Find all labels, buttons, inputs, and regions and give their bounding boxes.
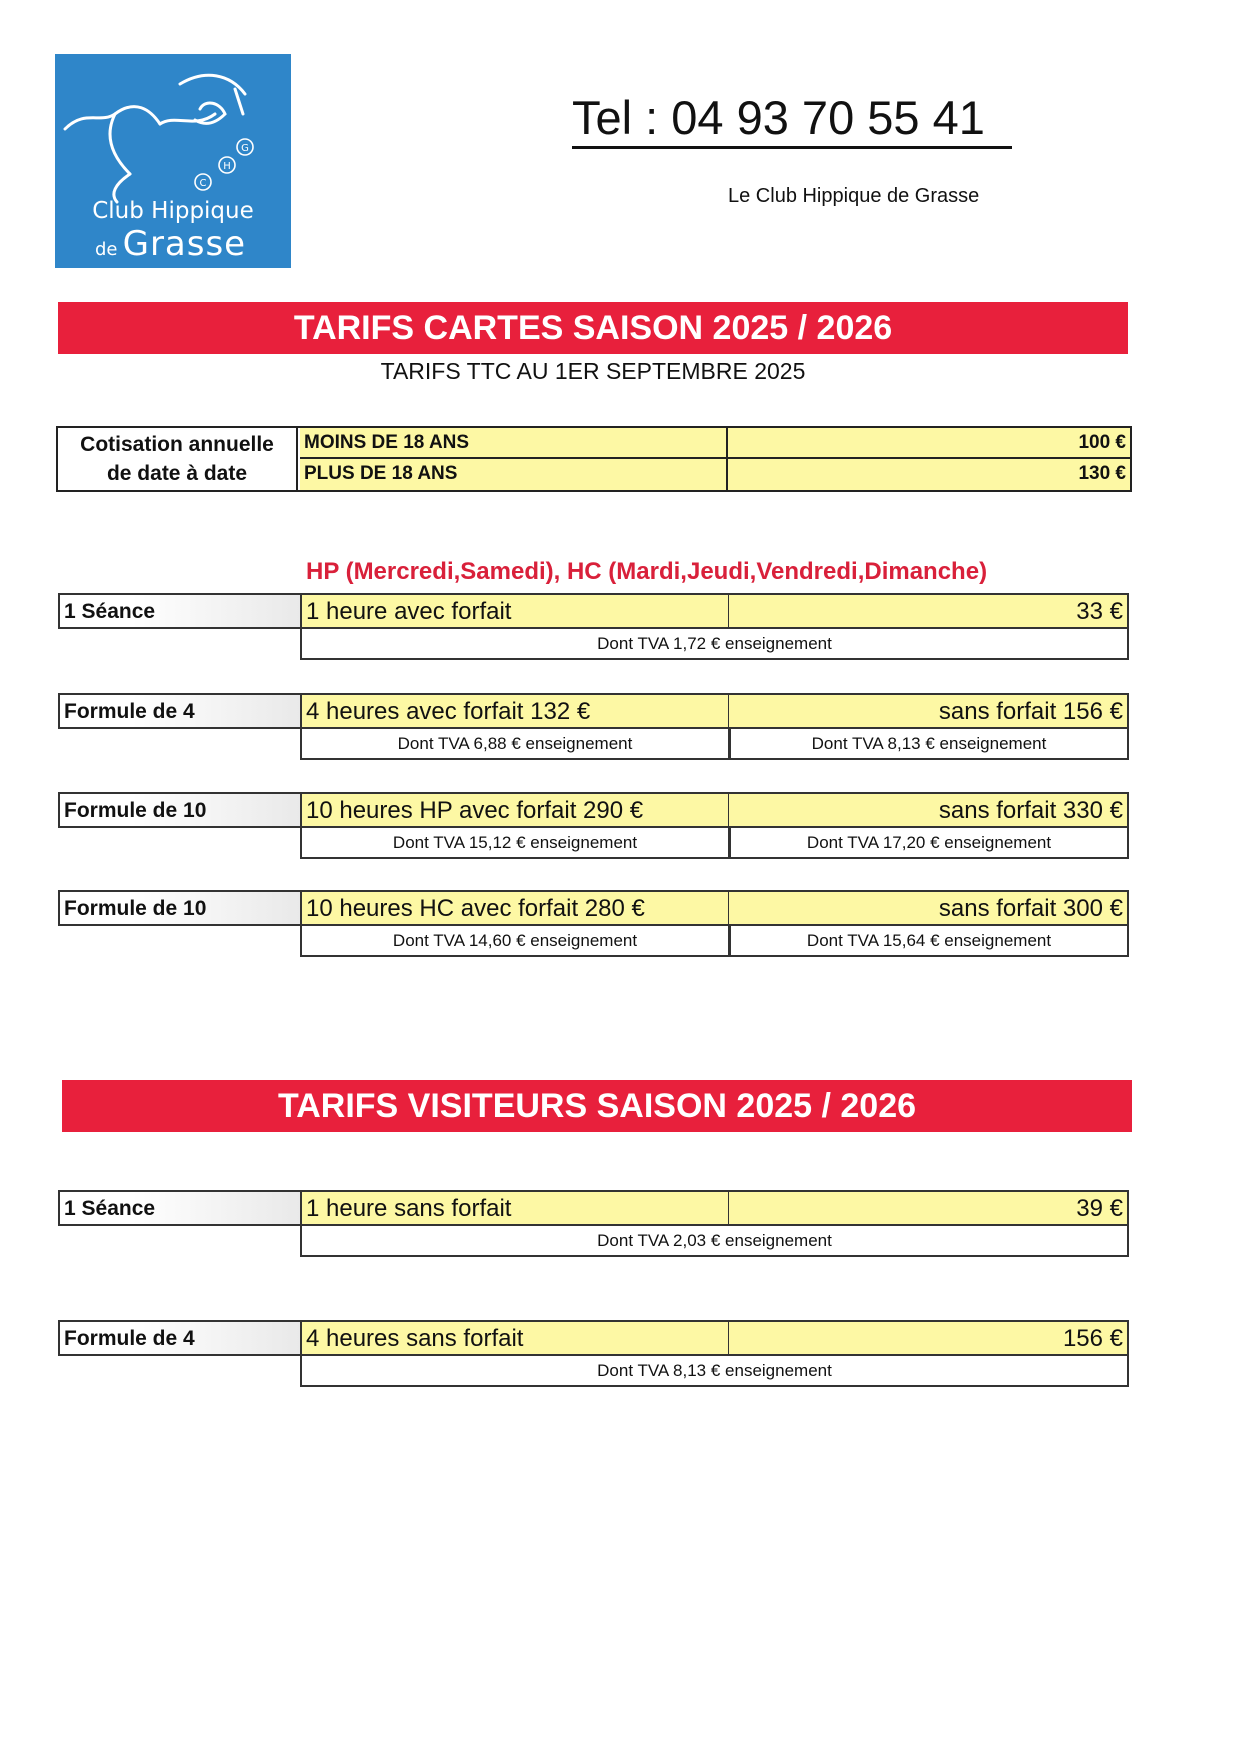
block-label: 1 Séance [58,1190,300,1226]
club-logo [55,54,291,268]
svg-text:C: C [199,178,207,189]
block-tva: Dont TVA 15,12 € enseignement [300,828,730,859]
block-price: sans forfait 330 € [729,792,1129,828]
block-price: 33 € [729,593,1129,629]
block-label: Formule de 4 [58,693,300,729]
block-main: 10 heures HC avec forfait 280 € [300,890,730,926]
block-label: Formule de 10 [58,890,300,926]
cotisation-label: Cotisation annuelle de date à date [58,428,298,490]
svg-text:H: H [223,161,231,172]
block-tva: Dont TVA 15,64 € enseignement [729,926,1129,957]
block-label: Formule de 10 [58,792,300,828]
logo-text-grasse: de Grasse [95,224,247,264]
section-subtitle: TARIFS TTC AU 1ER SEPTEMBRE 2025 [380,358,806,384]
block-label: 1 Séance [58,593,300,629]
block-tva: Dont TVA 8,13 € enseignement [300,1356,1129,1387]
block-price: 39 € [729,1190,1129,1226]
block-price: 156 € [729,1320,1129,1356]
block-tva: Dont TVA 2,03 € enseignement [300,1226,1129,1257]
schedule-heading: HP (Mercredi,Samedi), HC (Mardi,Jeudi,Vendredi,Dimanche) [306,558,988,585]
block-tva: Dont TVA 8,13 € enseignement [729,729,1129,760]
cotisation-price: 130 € [728,459,1130,490]
block-tva: Dont TVA 1,72 € enseignement [300,629,1129,660]
block-main: 10 heures HP avec forfait 290 € [300,792,730,828]
logo-text-club: Club Hippique [92,198,254,224]
block-label: Formule de 4 [58,1320,300,1356]
block-tva: Dont TVA 17,20 € enseignement [729,828,1129,859]
club-name: Le Club Hippique de Grasse [728,185,980,207]
block-main: 4 heures avec forfait 132 € [300,693,730,729]
phone-number: Tel : 04 93 70 55 41 [572,90,1012,149]
block-main: 4 heures sans forfait [300,1320,730,1356]
block-price: sans forfait 156 € [729,693,1129,729]
cotisation-category: PLUS DE 18 ANS [300,459,728,490]
block-tva: Dont TVA 14,60 € enseignement [300,926,730,957]
block-main: 1 heure avec forfait [300,593,730,629]
cotisation-price: 100 € [728,428,1130,459]
section-banner-visiteurs: TARIFS VISITEURS SAISON 2025 / 2026 [62,1080,1132,1132]
block-main: 1 heure sans forfait [300,1190,730,1226]
section-banner-cartes: TARIFS CARTES SAISON 2025 / 2026 [58,302,1128,354]
block-price: sans forfait 300 € [729,890,1129,926]
cotisation-category: MOINS DE 18 ANS [300,428,728,459]
cotisation-table [56,426,1132,492]
block-tva: Dont TVA 6,88 € enseignement [300,729,730,760]
svg-text:G: G [241,143,249,154]
